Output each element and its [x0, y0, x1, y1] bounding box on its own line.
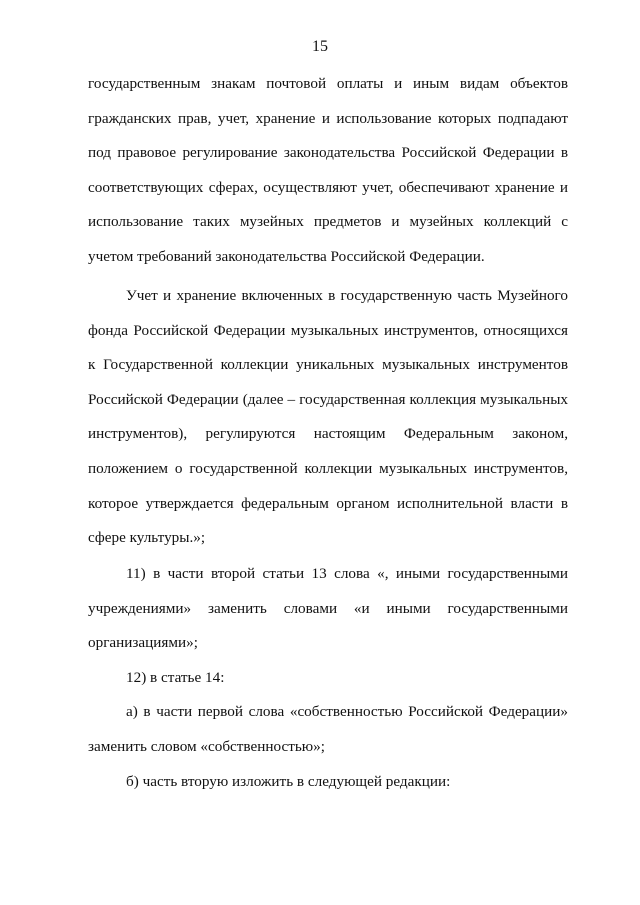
paragraph-musical-instruments: Учет и хранение включенных в государственную часть Музейного фонда Российской Федерации музыкальных инструментов, относящихся к Государственной коллекции уникальных музыкальных инструментов Российской Федерации (далее – государственная коллекция музыкальных инструментов), регулируются настоящим Федеральным законом, положением о государственной коллекции музыкальных инструментов, которое утверждается федеральным органом исполнительной власти в сфере культуры.»; [88, 287, 568, 547]
paragraph-item-12: 12) в статье 14: [126, 669, 225, 686]
paragraph-item-11: 11) в части второй статьи 13 слова «, иными государственными учреждениями» заменить словами «и иными государственными организациями»; [88, 565, 568, 652]
paragraph-subitem-b: б) часть вторую изложить в следующей редакции: [126, 773, 451, 790]
paragraph-subitem-a: а) в части первой слова «собственностью Российской Федерации» заменить словом «собственностью»; [88, 703, 568, 755]
paragraph-continuation: государственным знакам почтовой оплаты и иным видам объектов гражданских прав, учет, хранение и использование которых подпадают под правовое регулирование законодательства Российской Федерации в соответствующих сферах, осуществляют учет, обеспечивают хранение и использование таких музейных предметов и музейных коллекций с учетом требований законодательства Российской Федерации. [88, 75, 568, 265]
page-number: 15 [312, 38, 328, 55]
